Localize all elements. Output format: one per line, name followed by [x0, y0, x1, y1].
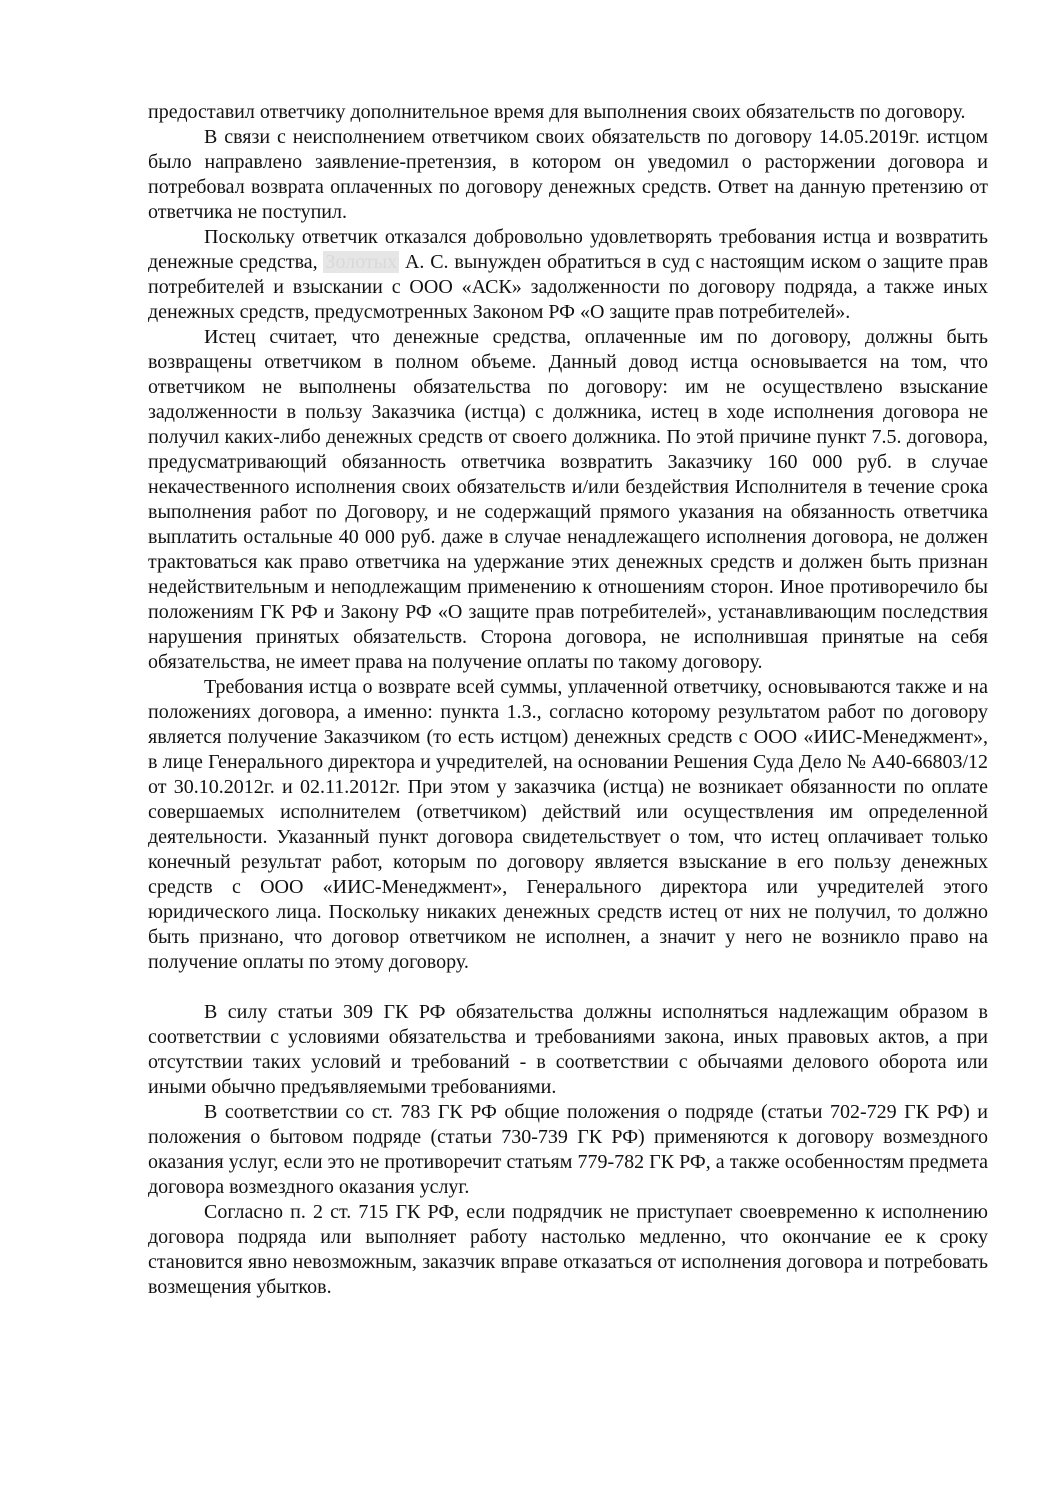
paragraph-continuation: предоставил ответчику дополнительное время для выполнения своих обязательств по договору.	[148, 101, 966, 123]
paragraph-plaintiff-position: Истец считает, что денежные средства, оплаченные им по договору, должны быть возвращены ответчиком в полном объеме. Данный довод истца основывается на том, что ответчиком не выполнены обязательства по договору: им не осуществлено взыскание задолженности в пользу Заказчика (истца) с должника, истец в ходе исполнения договора не получил каких-либо денежных средств от своего должника. По этой причине пункт 7.5. договора, предусматривающий обязанность ответчика возвратить Заказчику 160 000 руб. в случае некачественного исполнения своих обязательств и/или бездействия Исполнителя в течение срока выполнения работ по Договору, и не содержащий прямого указания на обязанность ответчика выплатить остальные 40 000 руб. даже в случае ненадлежащего исполнения договора, не должен трактоваться как право ответчика на удержание этих денежных средств и должен быть признан недействительным и неподлежащим применению к отношениям сторон. Иное противоречило бы положениям ГК РФ и Закону РФ «О защите прав потребителей», устанавливающим последствия нарушения принятых обязательств. Сторона договора, не исполнившая принятые на себя обязательства, не имеет права на получение оплаты по такому договору.	[148, 326, 988, 673]
paragraph-court-appeal	[148, 225, 988, 325]
paragraph-gap	[148, 975, 988, 1000]
paragraph-article-309: В силу статьи 309 ГК РФ обязательства должны исполняться надлежащим образом в соответствии с условиями обязательства и требованиями закона, иных правовых актов, а при отсутствии таких условий и требований - в соответствии с обычаями делового оборота или иными обычно предъявляемыми требованиями.	[148, 1001, 988, 1098]
redacted-name: Золотых	[325, 251, 398, 273]
paragraph-claim-letter: В связи с неисполнением ответчиком своих обязательств по договору 14.05.2019г. истцом было направлено заявление-претензия, в котором он уведомил о расторжении договора и потребовал возврата оплаченных по договору денежных средств. Ответ на данную претензию от ответчика не поступил.	[148, 126, 988, 223]
paragraph-court-appeal-start: Поскольку ответчик отказался добровольно удовлетворять требования истца и возвратить денежные средства,	[148, 226, 988, 273]
paragraph-contract-terms: Требования истца о возврате всей суммы, уплаченной ответчику, основываются также и на положениях договора, а именно: пункта 1.3., согласно которому результатом работ по договору является получение Заказчиком (то есть истцом) денежных средств с ООО «ИИС-Менеджмент», в лице Генерального директора и учредителей, на основании Решения Суда Дело № А40-66803/12 от 30.10.2012г. и 02.11.2012г. При этом у заказчика (истца) не возникает обязанности по оплате совершаемых исполнителем (ответчиком) действий или осуществления им определенной деятельности. Указанный пункт договора свидетельствует о том, что истец оплачивает только конечный результат работ, которым по договору является взыскание в его пользу денежных средств с ООО «ИИС-Менеджмент», Генерального директора или учредителей этого юридического лица. Поскольку никаких денежных средств истец от них не получил, то должно быть признано, что договор ответчиком не исполнен, а значит у него не возникло право на получение оплаты по этому договору.	[148, 676, 988, 973]
paragraph-court-appeal-end: А. С. вынужден обратиться в суд с настоящим иском о защите прав потребителей и взыскании с ООО «АСК» задолженности по договору подряда, а также иных денежных средств, предусмотренных Законом РФ «О защите прав потребителей».	[148, 251, 989, 323]
paragraph-article-715: Согласно п. 2 ст. 715 ГК РФ, если подрядчик не приступает своевременно к исполнению договора подряда или выполняет работу настолько медленно, что окончание ее к сроку становится явно невозможным, заказчик вправе отказаться от исполнения договора и потребовать возмещения убытков.	[148, 1201, 988, 1298]
paragraph-article-783: В соответствии со ст. 783 ГК РФ общие положения о подряде (статьи 702-729 ГК РФ) и положения о бытовом подряде (статьи 730-739 ГК РФ) применяются к договору возмездного оказания услуг, если это не противоречит статьям 779-782 ГК РФ, а также особенностям предмета договора возмездного оказания услуг.	[148, 1101, 988, 1198]
